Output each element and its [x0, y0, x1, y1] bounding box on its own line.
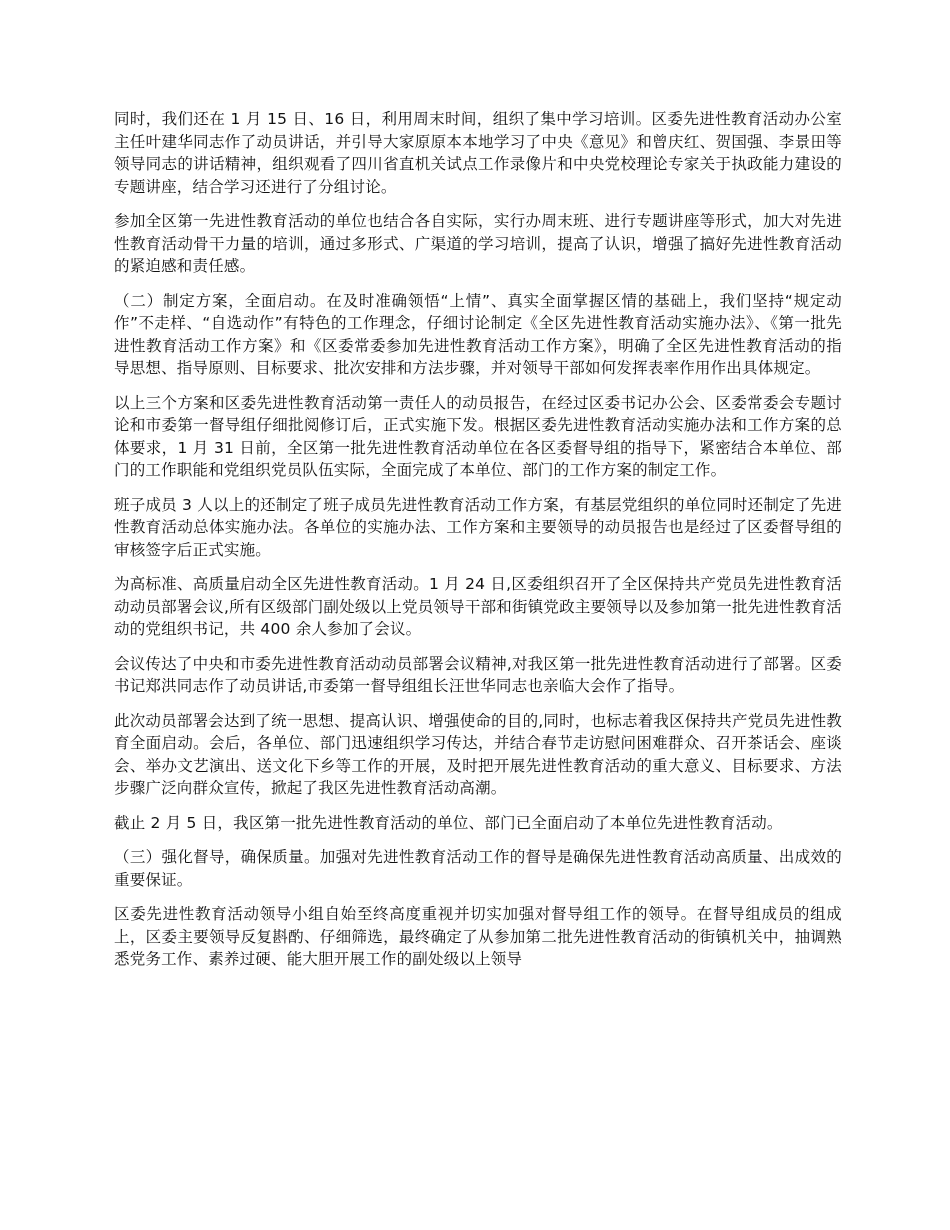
paragraph-10: （三）强化督导，确保质量。加强对先进性教育活动工作的督导是确保先进性教育活动高质量、出成效的重要保证。 [114, 848, 842, 889]
paragraph-4: 以上三个方案和区委先进性教育活动第一责任人的动员报告，在经过区委书记办公会、区委常委会专题讨论和市委第一督导组仔细批阅修订后，正式实施下发。根据区委先进性教育活动实施办法和工作方案的总体要求，1 月 31 日前，全区第一批先进性教育活动单位在各区委督导组的指导下，紧密结合本单位、部门的工作职能和党组织党员队伍实际，全面完成了本单位、部门的工作方案的制定工作。 [114, 393, 842, 479]
paragraph-1: 同时，我们还在 1 月 15 日、16 日，利用周末时间，组织了集中学习培训。区委先进性教育活动办公室主任叶建华同志作了动员讲话，并引导大家原原本本地学习了中央《意见》和曾庆红、贺国强、李景田等领导同志的讲话精神，组织观看了四川省直机关试点工作录像片和中央党校理论专家关于执政能力建设的专题讲座，结合学习还进行了分组讨论。 [114, 110, 842, 196]
paragraph-6: 为高标准、高质量启动全区先进性教育活动。1 月 24 日,区委组织召开了全区保持共产党员先进性教育活动动员部署会议,所有区级部门副处级以上党员领导干部和街镇党政主要领导以及参加第一批先进性教育活动的党组织书记，共 400 余人参加了会议。 [114, 575, 842, 638]
paragraph-2: 参加全区第一先进性教育活动的单位也结合各自实际，实行办周末班、进行专题讲座等形式，加大对先进性教育活动骨干力量的培训，通过多形式、广渠道的学习培训，提高了认识，增强了搞好先进性教育活动的紧迫感和责任感。 [114, 212, 842, 275]
paragraph-7: 会议传达了中央和市委先进性教育活动动员部署会议精神,对我区第一批先进性教育活动进行了部署。区委书记郑洪同志作了动员讲话,市委第一督导组组长汪世华同志也亲临大会作了指导。 [114, 654, 842, 695]
paragraph-5: 班子成员 3 人以上的还制定了班子成员先进性教育活动工作方案，有基层党组织的单位同时还制定了先进性教育活动总体实施办法。各单位的实施办法、工作方案和主要领导的动员报告也是经过了区委督导组的审核签字后正式实施。 [114, 495, 842, 559]
paragraph-8: 此次动员部署会达到了统一思想、提高认识、增强使命的目的,同时，也标志着我区保持共产党员先进性教育全面启动。会后，各单位、部门迅速组织学习传达，并结合春节走访慰问困难群众、召开茶话会、座谈会、举办文艺演出、送文化下乡等工作的开展，及时把开展先进性教育活动的重大意义、目标要求、方法步骤广泛向群众宣传，掀起了我区先进性教育活动高潮。 [114, 711, 842, 797]
paragraph-11: 区委先进性教育活动领导小组自始至终高度重视并切实加强对督导组工作的领导。在督导组成员的组成上，区委主要领导反复斟酌、仔细筛选，最终确定了从参加第二批先进性教育活动的街镇机关中，抽调熟悉党务工作、素养过硬、能大胆开展工作的副处级以上领导 [114, 905, 842, 968]
paragraph-9: 截止 2 月 5 日，我区第一批先进性教育活动的单位、部门已全面启动了本单位先进性教育活动。 [114, 813, 783, 832]
document-body [114, 108, 842, 983]
paragraph-3: （二）制定方案，全面启动。在及时准确领悟“上情”、真实全面掌握区情的基础上，我们坚持“规定动作”不走样、“自选动作”有特色的工作理念，仔细讨论制定《全区先进性教育活动实施办法》、《第一批先进性教育活动工作方案》和《区委常委参加先进性教育活动工作方案》，明确了全区先进性教育活动的指导思想、指导原则、目标要求、批次安排和方法步骤，并对领导干部如何发挥表率作用作出具体规定。 [114, 291, 842, 377]
